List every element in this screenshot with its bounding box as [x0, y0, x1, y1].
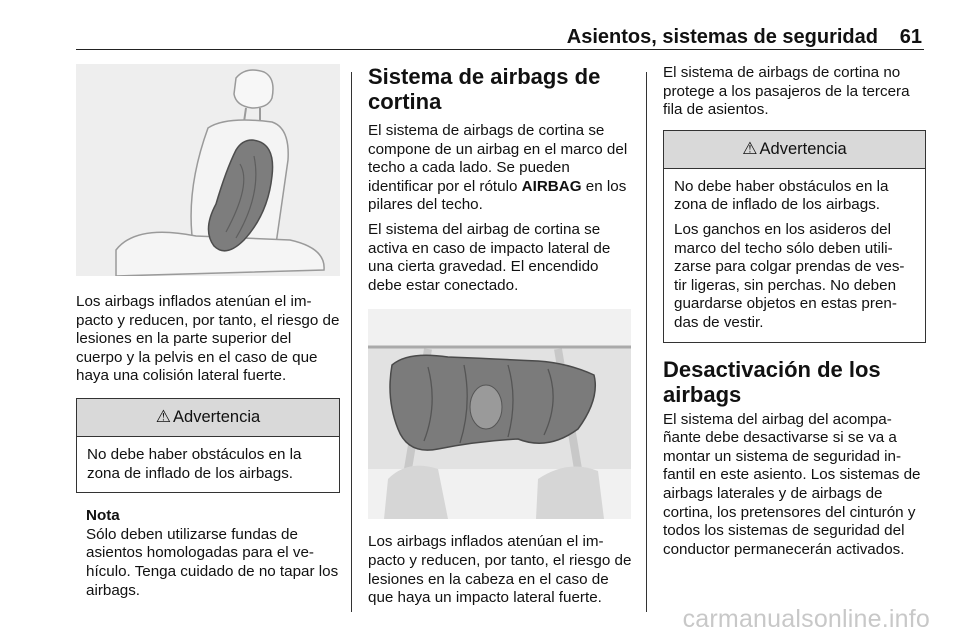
column-divider	[646, 72, 647, 612]
column-divider	[351, 72, 352, 612]
warning-text-2: Los ganchos en los asideros del marco del techo sólo deben utili-zarse para colgar prendas de ves-tir ligeras, sin perchas. No deben guardarse objetos en estas pren-das de vestir.	[674, 220, 905, 331]
curtain-text-1: El sistema de airbags de cortina se compone de un airbag en el marco del techo a cada lado. Se pueden identificar por el rótulo	[368, 122, 628, 195]
page-number: 61	[899, 26, 922, 48]
warning-header	[77, 399, 339, 437]
deactivation-text: El sistema del airbag del acompa-ñante debe desactivarse si se va a montar un sistema de seguridad in-fantil en este asiento. Los sistemas de airbags laterales y de airbags de cortina, los pretensores del cinturón y todos los sistemas de seguridad del conductor permanecerán activados.	[663, 410, 921, 558]
warning-box	[76, 398, 340, 493]
warning-text: No debe haber obstáculos en la zona de inflado de los airbags.	[87, 445, 302, 482]
warning-triangle-icon: ⚠	[742, 139, 758, 159]
warning-title: Advertencia	[173, 407, 261, 426]
warning-header	[664, 131, 925, 169]
note-title: Nota	[86, 507, 120, 525]
warning-body	[77, 437, 339, 492]
column-1	[76, 64, 340, 600]
section-title-curtain-airbags: Sistema de airbags de cortina	[368, 64, 601, 114]
column-2	[368, 64, 636, 608]
curtain-airbag-illustration	[368, 309, 631, 519]
note-block	[76, 507, 340, 600]
seat-airbag-caption: Los airbags inflados atenúan el im-pacto y reducen, por tanto, el riesgo de lesiones en la parte superior del cuerpo y la pelvis en el caso de que haya una colisión lateral fuerte.	[76, 293, 340, 385]
curtain-airbag-drawing	[368, 309, 631, 519]
seat-airbag-drawing	[76, 64, 340, 276]
seat-side-airbag-illustration	[76, 64, 340, 276]
warning-text-1: No debe haber obstáculos en la zona de inflado de los airbags.	[674, 177, 889, 214]
curtain-text-2: en los pilares del techo.	[368, 177, 627, 214]
section-title-deactivation: Desactivación de los airbags	[663, 356, 881, 407]
watermark: carmanualsonline.info	[682, 605, 930, 633]
warning-title: Advertencia	[759, 139, 847, 158]
column-3	[663, 64, 926, 559]
warning-body	[664, 169, 925, 342]
chapter-title: Asientos, sistemas de seguridad	[566, 26, 878, 48]
third-row-note: El sistema de airbags de cortina no protege a los pasajeros de la tercera fila de asientos.	[663, 64, 910, 119]
curtain-airbag-description	[368, 122, 636, 215]
airbag-label: AIRBAG	[521, 177, 582, 195]
warning-box	[663, 130, 926, 343]
curtain-airbag-caption: Los airbags inflados atenúan el im-pacto y reducen, por tanto, el riesgo de lesiones en la cabeza en el caso de que haya un impacto lateral fuerte.	[368, 533, 632, 607]
curtain-airbag-activation: El sistema del airbag de cortina se activa en caso de impacto lateral de una cierta gravedad. El encendido debe estar conectado.	[368, 220, 611, 294]
header-rule	[76, 49, 924, 50]
note-text: Sólo deben utilizarse fundas de asientos homologadas para el ve-hículo. Tenga cuidado de no tapar los airbags.	[86, 525, 339, 599]
page-header	[0, 0, 960, 54]
warning-triangle-icon: ⚠	[155, 407, 172, 427]
